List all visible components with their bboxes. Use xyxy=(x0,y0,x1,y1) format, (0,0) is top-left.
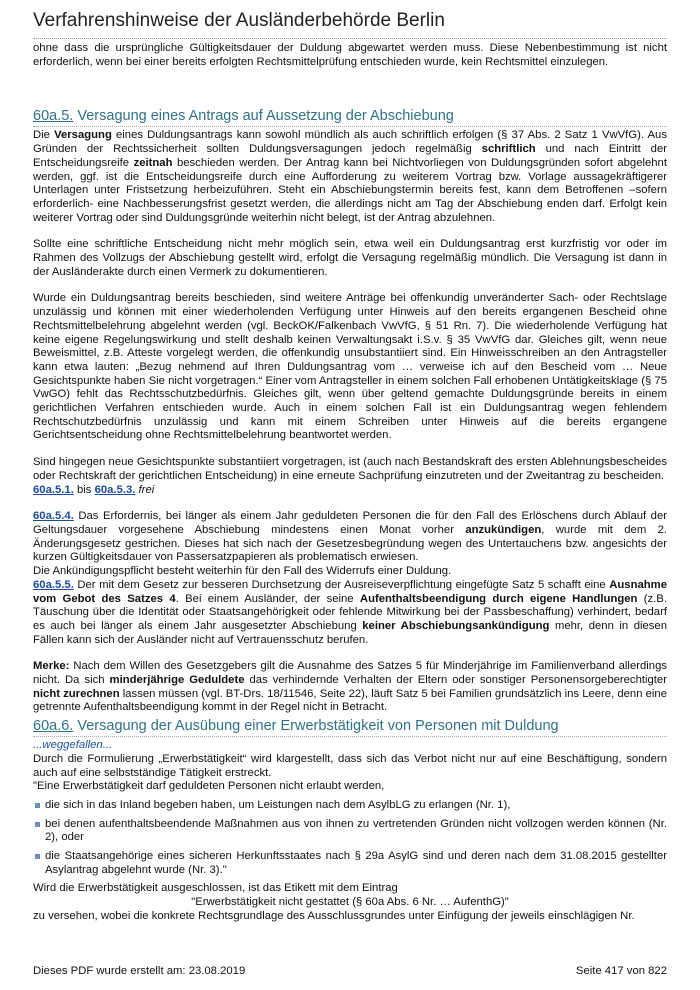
ref-range-line: 60a.5.1. bis 60a.5.3. frei xyxy=(33,483,155,496)
section-number-60a6[interactable]: 60a.6. xyxy=(33,718,74,735)
paragraph-60a5-4: 60a.5.4. Das Erfordernis, bei länger als einem Jahr geduldeten Personen die für den Fall des Erlöschens durch Ablauf der Geltungsdauer vorgesehene Abschiebung mindestens einen Monat vorher anzukündigen, wurde mit dem 2. Änderungsgesetz gestrichen. Dieses hat sich nach der Gesetzesbegründung wegen des Untertauchens bzw. angesichts der kurzen Gültigkeitsdauer von Passersatzpapieren als problematisch erwiesen. xyxy=(33,510,667,564)
paragraph-etikett-intro: Wird die Erwerbstätigkeit ausgeschlossen, ist das Etikett mit dem Eintrag xyxy=(33,882,398,895)
paragraph-versagung: Die Versagung eines Duldungsantrags kann sowohl mündlich als auch schriftlich erfolgen (§ 37 Abs. 2 Satz 1 VwVfG). Aus Gründen der Rechtssicherheit sollten Duldungsversagungen jedoch regelmäßig schriftlich und nach Eintritt der Entscheidungsreife zeitnah beschieden werden. Der Antrag kann bei Nichtvorliegen von Duldungsgründen sofort abgelehnt werden, ggf. ist die Entscheidungsreife durch eine Aufforderung zu weiterem Vortrag bzw. Vorlage aussagekräftigerer Unterlagen unter Fristsetzung herbeizuführen. Steht ein Abschiebungstermin bereits fest, kann dem Betroffenen –sofern erforderlich- eine Nachbesserungsfrist gesetzt werden, die allerdings nicht am Tag der Abschiebung enden darf. Erfolgt kein weiterer Vortrag oder sind Duldungsgründe weiterhin nicht belegt, ist der Antrag abzulehnen. xyxy=(33,129,667,224)
condition-list xyxy=(33,799,667,878)
paragraph-merke: Merke: Nach dem Willen des Gesetzgebers gilt die Ausnahme des Satzes 5 für Minderjährige im Familienverband allerdings nicht. Da sich minderjährige Geduldete das verhindernde Verhalten der Eltern oder sonstiger Personensorgeberechtigter nicht zurechnen lassen müssen (vgl. BT-Drs. 18/11546, Seite 22), läuft Satz 5 bei Familien grundsätzlich ins Leere, denn eine getrennte Aufenthaltsbeendigung kommt in der Regel nicht in Betracht. xyxy=(33,660,667,714)
section-divider xyxy=(33,126,667,127)
etikett-text: "Erwerbstätigkeit nicht gestattet (§ 60a Abs. 6 Nr. … AufenthG)" xyxy=(191,896,509,909)
header-divider xyxy=(33,38,667,39)
quote-intro: "Eine Erwerbstätigkeit darf geduldeten Personen nicht erlaubt werden, xyxy=(33,780,385,793)
paragraph-ankuendigungspflicht: Die Ankündigungspflicht besteht weiterhin für den Fall des Widerrufs einer Duldung. xyxy=(33,565,452,578)
paragraph-neue-gesichtspunkte: Sind hingegen neue Gesichtspunkte substantiiert vorgetragen, ist (auch nach Bestandskraft des ersten Ablehnungsbescheides oder Rechtskraft der gerichtlichen Entscheidung) in eine erneute Sachprüfung einzutreten und der Zweitantrag zu bescheiden. xyxy=(33,456,667,482)
link-60a5-4[interactable]: 60a.5.4. xyxy=(33,510,74,523)
section-heading-60a6 xyxy=(33,717,667,735)
paragraph-erwerbstaetigkeit: Durch die Formulierung „Erwerbstätigkeit“ wird klargestellt, dass sich das Verbot nicht nur auf eine Beschäftigung, sondern auch auf eine selbstständige Tätigkeit erstreckt. xyxy=(33,752,667,779)
page-footer xyxy=(33,965,667,977)
paragraph-rechtsgrundlage: zu versehen, wobei die konkrete Rechtsgrundlage des Ausschlussgrundes unter Einfügung der jeweils einschlägigen Nr. xyxy=(33,909,635,922)
paragraph-wiederholende-verfuegung: Wurde ein Duldungsantrag bereits beschieden, sind weitere Anträge bei offenkundig unveränderter Sach- oder Rechtslage unzulässig und können mit einer wiederholenden Verfügung unter Hinweis auf den bereits ergangenen Bescheid ohne Rechtsmittelbelehrung abgelehnt werden (vgl. BeckOK/Falkenbach VwVfG, § 51 Rn. 7). Die wiederholende Verfügung hat keine eigene Regelungswirkung und stellt deshalb keinen Verwaltungsakt i.S.v. § 35 VwVfG dar. Gleiches gilt, wenn neue Beweismittel, z.B. Atteste vorgelegt werden, die offenkundig unsubstantiiert sind. Ein Hinweisschreiben an den Antragsteller kann etwa lauten: „Bezug nehmend auf Ihren Duldungsantrag vom … verweise ich auf den Bescheid vom … Neue Gesichtspunkte haben Sie nicht vorgetragen.“ Einer vom Antragsteller in einem solchen Fall erhobenen Untätigkeitsklage (§ 75 VwGO) fehlt das Rechtsschutzbedürfnis. Gleiches gilt, wenn über geltend gemachte Duldungsgründe bereits in einem gerichtlichen Verfahren entschieden wurde. Auch in einem solchen Fall ist ein Duldungsantrag wegen fehlendem Rechtschutzbedürfnis unzulässig und kann mit einem Schreiben unter Hinweis auf die bereits ergangene Gerichtsentscheidung ohne Rechtsmittelbelehrung beantwortet werden. xyxy=(33,292,667,442)
link-60a5-1[interactable]: 60a.5.1. xyxy=(33,483,74,496)
weggefallen-note: ...weggefallen... xyxy=(33,739,113,752)
list-item: bei denen aufenthaltsbeendende Maßnahmen aus von ihnen zu vertretenden Gründen nicht vollzogen werden können (Nr. 2), oder xyxy=(33,818,667,845)
footer-created-date: Dieses PDF wurde erstellt am: 23.08.2019 xyxy=(33,965,246,977)
bullet-square-icon xyxy=(35,822,40,827)
list-item: die sich in das Inland begeben haben, um Leistungen nach dem AsylbLG zu erlangen (Nr. 1), xyxy=(33,799,667,813)
page-header-title: Verfahrenshinweise der Ausländerbehörde Berlin xyxy=(33,10,445,31)
section-number-60a5[interactable]: 60a.5. xyxy=(33,108,74,125)
section-heading-60a5 xyxy=(33,107,667,125)
document-body xyxy=(33,42,667,924)
list-item: die Staatsangehörige eines sicheren Herkunftsstaates nach § 29a AsylG sind und deren nach dem 31.08.2015 gestellter Asylantrag abgelehnt wurde (Nr. 3)." xyxy=(33,850,667,877)
intro-paragraph: ohne dass die ursprüngliche Gültigkeitsdauer der Duldung abgewartet werden muss. Diese Nebenbestimmung ist nicht erforderlich, wenn bei einer bereits erfolgten Rechtsmittelprüfung entschieden wurde, kein Rechtsmittel einzulegen. xyxy=(33,42,667,68)
section-title-60a6: Versagung der Ausübung einer Erwerbstätigkeit von Personen mit Duldung xyxy=(77,718,559,735)
link-60a5-3[interactable]: 60a.5.3. xyxy=(94,483,136,496)
footer-page-number: Seite 417 von 822 xyxy=(575,965,667,977)
paragraph-muendlich: Sollte eine schriftliche Entscheidung nicht mehr möglich sein, etwa weil ein Duldungsantrag erst kurzfristig vor oder im Rahmen des Vollzugs der Abschiebung gestellt wird, erfolgt die Versagung regelmäßig mündlich. Die Versagung ist dann in der Ausländerakte durch einen Vermerk zu dokumentieren. xyxy=(33,238,667,278)
bullet-square-icon xyxy=(35,803,40,808)
link-60a5-5[interactable]: 60a.5.5. xyxy=(33,578,74,591)
section-divider xyxy=(33,736,667,737)
bullet-square-icon xyxy=(35,854,40,859)
section-title-60a5: Versagung eines Antrags auf Aussetzung der Abschiebung xyxy=(77,108,454,125)
paragraph-60a5-5: 60a.5.5. Der mit dem Gesetz zur besseren Durchsetzung der Ausreiseverpflichtung eingefügte Satz 5 schafft eine Ausnahme vom Gebot des Satzes 4. Bei einem Ausländer, der seine Aufenthaltsbeendigung durch eigene Handlungen (z.B. Täuschung über die Identität oder Staatsangehörigkeit oder fehlende Mitwirkung bei der Passbeschaffung) verhindert, bedarf es auch bei länger als einem Jahr ausgesetzter Abschiebung keiner Abschiebungsankündigung mehr, denn in diesen Fällen kann sich der Ausländer nicht auf Vertrauensschutz berufen. xyxy=(33,578,667,646)
